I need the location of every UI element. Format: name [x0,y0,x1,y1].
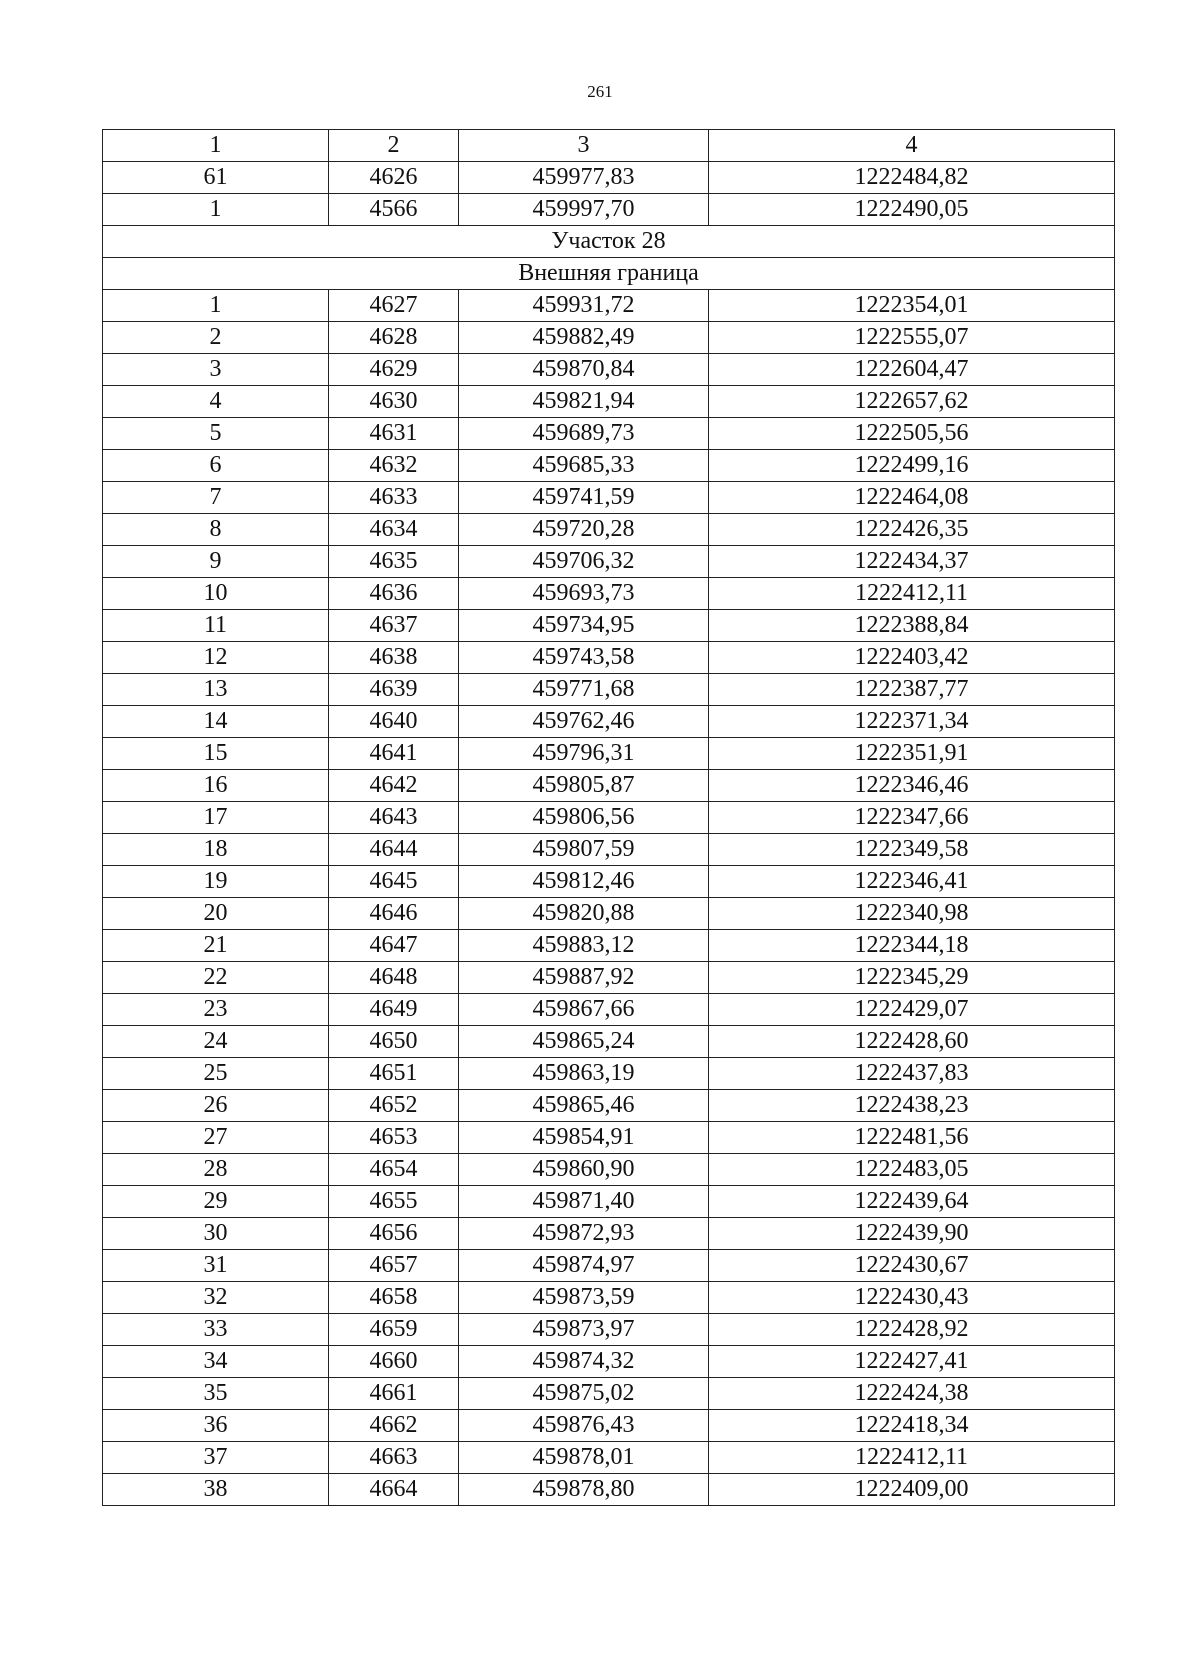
table-cell-col-2: 4631 [329,418,459,450]
table-row [103,354,1115,386]
table-row [103,1442,1115,1474]
table-cell-col-2: 4633 [329,482,459,514]
table-cell-col-1: 9 [103,546,329,578]
table-cell-col-3: 459807,59 [459,834,709,866]
table-row [103,322,1115,354]
table-cell-col-4: 1222403,42 [709,642,1115,674]
table-row [103,962,1115,994]
table-cell-col-2: 4627 [329,290,459,322]
table-cell-col-4: 1222499,16 [709,450,1115,482]
table-cell-col-1: 36 [103,1410,329,1442]
table-header [103,130,1115,162]
table-cell-col-4: 1222464,08 [709,482,1115,514]
table-cell-col-1: 28 [103,1154,329,1186]
table-row [103,418,1115,450]
table-cell-col-2: 4626 [329,162,459,194]
table-cell-col-2: 4643 [329,802,459,834]
table-row [103,162,1115,194]
table-cell-col-2: 4653 [329,1122,459,1154]
table-cell-col-1: 17 [103,802,329,834]
table-cell-col-2: 4652 [329,1090,459,1122]
table-row [103,514,1115,546]
section-title: Участок 28 [103,226,1115,258]
table-row [103,386,1115,418]
table-cell-col-1: 1 [103,194,329,226]
table-row [103,1186,1115,1218]
table-cell-col-1: 35 [103,1378,329,1410]
table-cell-col-2: 4647 [329,930,459,962]
table-cell-col-3: 459860,90 [459,1154,709,1186]
table-cell-col-2: 4651 [329,1058,459,1090]
table-cell-col-4: 1222424,38 [709,1378,1115,1410]
table-cell-col-4: 1222505,56 [709,418,1115,450]
table-cell-col-1: 61 [103,162,329,194]
table-cell-col-4: 1222555,07 [709,322,1115,354]
table-cell-col-3: 459887,92 [459,962,709,994]
table-cell-col-1: 2 [103,322,329,354]
table-row [103,1090,1115,1122]
table-row [103,994,1115,1026]
table-cell-col-2: 4640 [329,706,459,738]
table-cell-col-3: 459876,43 [459,1410,709,1442]
header-row [103,130,1115,162]
table-cell-col-1: 10 [103,578,329,610]
table-cell-col-3: 459931,72 [459,290,709,322]
table-cell-col-4: 1222430,67 [709,1250,1115,1282]
table-cell-col-2: 4644 [329,834,459,866]
table-cell-col-2: 4655 [329,1186,459,1218]
table-cell-col-2: 4648 [329,962,459,994]
table-row [103,1346,1115,1378]
section-title-row [103,226,1115,258]
table-cell-col-4: 1222483,05 [709,1154,1115,1186]
table-cell-col-1: 4 [103,386,329,418]
table-cell-col-4: 1222438,23 [709,1090,1115,1122]
page-number: 261 [587,82,613,101]
table-cell-col-4: 1222490,05 [709,194,1115,226]
table-cell-col-4: 1222371,34 [709,706,1115,738]
table-cell-col-2: 4636 [329,578,459,610]
table-cell-col-3: 459806,56 [459,802,709,834]
table-row [103,1282,1115,1314]
table-cell-col-2: 4649 [329,994,459,1026]
table-cell-col-1: 7 [103,482,329,514]
rows-after-section [103,290,1115,1506]
table-cell-col-1: 25 [103,1058,329,1090]
table-cell-col-4: 1222412,11 [709,1442,1115,1474]
table-cell-col-2: 4642 [329,770,459,802]
table-cell-col-3: 459720,28 [459,514,709,546]
table-row [103,898,1115,930]
table-cell-col-4: 1222439,64 [709,1186,1115,1218]
table-cell-col-4: 1222426,35 [709,514,1115,546]
table-cell-col-3: 459863,19 [459,1058,709,1090]
table-cell-col-1: 6 [103,450,329,482]
table-cell-col-3: 459997,70 [459,194,709,226]
table-row [103,194,1115,226]
table-cell-col-4: 1222340,98 [709,898,1115,930]
table-cell-col-1: 30 [103,1218,329,1250]
table-row [103,866,1115,898]
table-cell-col-3: 459805,87 [459,770,709,802]
table-row [103,1410,1115,1442]
rows-before-section [103,162,1115,226]
table-cell-col-1: 19 [103,866,329,898]
table-row [103,1122,1115,1154]
table-cell-col-4: 1222439,90 [709,1218,1115,1250]
table-row [103,1474,1115,1506]
table-cell-col-2: 4638 [329,642,459,674]
subsection-title-row [103,258,1115,290]
table-cell-col-2: 4629 [329,354,459,386]
table-cell-col-4: 1222430,43 [709,1282,1115,1314]
table-cell-col-1: 26 [103,1090,329,1122]
table-row [103,1314,1115,1346]
table-cell-col-2: 4657 [329,1250,459,1282]
table-cell-col-4: 1222388,84 [709,610,1115,642]
table-cell-col-4: 1222351,91 [709,738,1115,770]
table-cell-col-1: 1 [103,290,329,322]
table-cell-col-2: 4641 [329,738,459,770]
table-cell-col-1: 11 [103,610,329,642]
table-row [103,802,1115,834]
subsection-title: Внешняя граница [103,258,1115,290]
table-cell-col-3: 459685,33 [459,450,709,482]
table-cell-col-3: 459882,49 [459,322,709,354]
table-row [103,1378,1115,1410]
table-cell-col-2: 4659 [329,1314,459,1346]
table-cell-col-3: 459883,12 [459,930,709,962]
table-cell-col-4: 1222412,11 [709,578,1115,610]
table-cell-col-4: 1222428,92 [709,1314,1115,1346]
table-cell-col-2: 4650 [329,1026,459,1058]
table-cell-col-3: 459743,58 [459,642,709,674]
table-cell-col-4: 1222349,58 [709,834,1115,866]
table-row [103,482,1115,514]
table-cell-col-3: 459689,73 [459,418,709,450]
table-cell-col-4: 1222657,62 [709,386,1115,418]
table-cell-col-1: 14 [103,706,329,738]
table-cell-col-4: 1222481,56 [709,1122,1115,1154]
table-cell-col-4: 1222434,37 [709,546,1115,578]
table-cell-col-1: 27 [103,1122,329,1154]
table-cell-col-3: 459977,83 [459,162,709,194]
table-cell-col-1: 8 [103,514,329,546]
table-cell-col-4: 1222484,82 [709,162,1115,194]
table-cell-col-4: 1222346,41 [709,866,1115,898]
table-cell-col-4: 1222437,83 [709,1058,1115,1090]
table-cell-col-1: 34 [103,1346,329,1378]
table-cell-col-3: 459771,68 [459,674,709,706]
table-cell-col-4: 1222429,07 [709,994,1115,1026]
table-row [103,674,1115,706]
table-cell-col-2: 4632 [329,450,459,482]
table-cell-col-3: 459706,32 [459,546,709,578]
table-cell-col-3: 459872,93 [459,1218,709,1250]
table-cell-col-3: 459875,02 [459,1378,709,1410]
table-cell-col-3: 459693,73 [459,578,709,610]
table-cell-col-1: 22 [103,962,329,994]
table-cell-col-2: 4635 [329,546,459,578]
table-cell-col-1: 3 [103,354,329,386]
table-row [103,738,1115,770]
table-row [103,546,1115,578]
table-row [103,450,1115,482]
table-cell-col-3: 459812,46 [459,866,709,898]
table-cell-col-2: 4630 [329,386,459,418]
table-cell-col-1: 12 [103,642,329,674]
table-cell-col-1: 32 [103,1282,329,1314]
table-cell-col-2: 4639 [329,674,459,706]
table-cell-col-4: 1222428,60 [709,1026,1115,1058]
table-cell-col-2: 4661 [329,1378,459,1410]
table-row [103,770,1115,802]
table-cell-col-2: 4637 [329,610,459,642]
table-cell-col-2: 4566 [329,194,459,226]
table-cell-col-1: 29 [103,1186,329,1218]
table-cell-col-2: 4646 [329,898,459,930]
table-cell-col-3: 459865,24 [459,1026,709,1058]
header-cell-4: 4 [709,130,1115,162]
table-cell-col-1: 24 [103,1026,329,1058]
table-cell-col-1: 38 [103,1474,329,1506]
table-cell-col-2: 4634 [329,514,459,546]
table-cell-col-2: 4658 [329,1282,459,1314]
table-row [103,706,1115,738]
table-cell-col-1: 16 [103,770,329,802]
table-cell-col-4: 1222418,34 [709,1410,1115,1442]
header-cell-3: 3 [459,130,709,162]
table-cell-col-1: 5 [103,418,329,450]
table-cell-col-2: 4663 [329,1442,459,1474]
table-cell-col-4: 1222345,29 [709,962,1115,994]
table-row [103,834,1115,866]
table-row [103,642,1115,674]
table-row [103,1218,1115,1250]
table-row [103,1058,1115,1090]
table-row [103,290,1115,322]
table-cell-col-1: 23 [103,994,329,1026]
table-cell-col-4: 1222409,00 [709,1474,1115,1506]
table-cell-col-3: 459871,40 [459,1186,709,1218]
table-cell-col-3: 459865,46 [459,1090,709,1122]
table-cell-col-4: 1222346,46 [709,770,1115,802]
table-row [103,610,1115,642]
table-cell-col-2: 4662 [329,1410,459,1442]
table-cell-col-4: 1222344,18 [709,930,1115,962]
table-row [103,1026,1115,1058]
table-cell-col-3: 459873,97 [459,1314,709,1346]
table-cell-col-1: 13 [103,674,329,706]
table-cell-col-4: 1222604,47 [709,354,1115,386]
table-cell-col-4: 1222387,77 [709,674,1115,706]
header-cell-1: 1 [103,130,329,162]
table-cell-col-3: 459878,80 [459,1474,709,1506]
table-cell-col-2: 4645 [329,866,459,898]
table-cell-col-3: 459796,31 [459,738,709,770]
table-row [103,930,1115,962]
table-cell-col-1: 31 [103,1250,329,1282]
table-row [103,1154,1115,1186]
table-cell-col-3: 459874,97 [459,1250,709,1282]
table-cell-col-3: 459874,32 [459,1346,709,1378]
table-cell-col-3: 459873,59 [459,1282,709,1314]
table-cell-col-3: 459854,91 [459,1122,709,1154]
table-row [103,1250,1115,1282]
table-cell-col-3: 459820,88 [459,898,709,930]
header-cell-2: 2 [329,130,459,162]
section-titles [103,226,1115,290]
table-cell-col-3: 459741,59 [459,482,709,514]
table-cell-col-1: 15 [103,738,329,770]
coordinates-table [102,129,1115,1506]
table-cell-col-2: 4660 [329,1346,459,1378]
table-cell-col-4: 1222347,66 [709,802,1115,834]
table-cell-col-2: 4628 [329,322,459,354]
table-cell-col-2: 4664 [329,1474,459,1506]
table-cell-col-1: 33 [103,1314,329,1346]
table-cell-col-3: 459867,66 [459,994,709,1026]
table-cell-col-2: 4656 [329,1218,459,1250]
table-cell-col-3: 459821,94 [459,386,709,418]
table-cell-col-3: 459734,95 [459,610,709,642]
table-cell-col-1: 37 [103,1442,329,1474]
table-cell-col-1: 21 [103,930,329,962]
table-cell-col-1: 20 [103,898,329,930]
table-cell-col-3: 459870,84 [459,354,709,386]
table-cell-col-3: 459762,46 [459,706,709,738]
table-cell-col-3: 459878,01 [459,1442,709,1474]
table-cell-col-4: 1222427,41 [709,1346,1115,1378]
table-row [103,578,1115,610]
table-cell-col-4: 1222354,01 [709,290,1115,322]
table-cell-col-1: 18 [103,834,329,866]
table-cell-col-2: 4654 [329,1154,459,1186]
